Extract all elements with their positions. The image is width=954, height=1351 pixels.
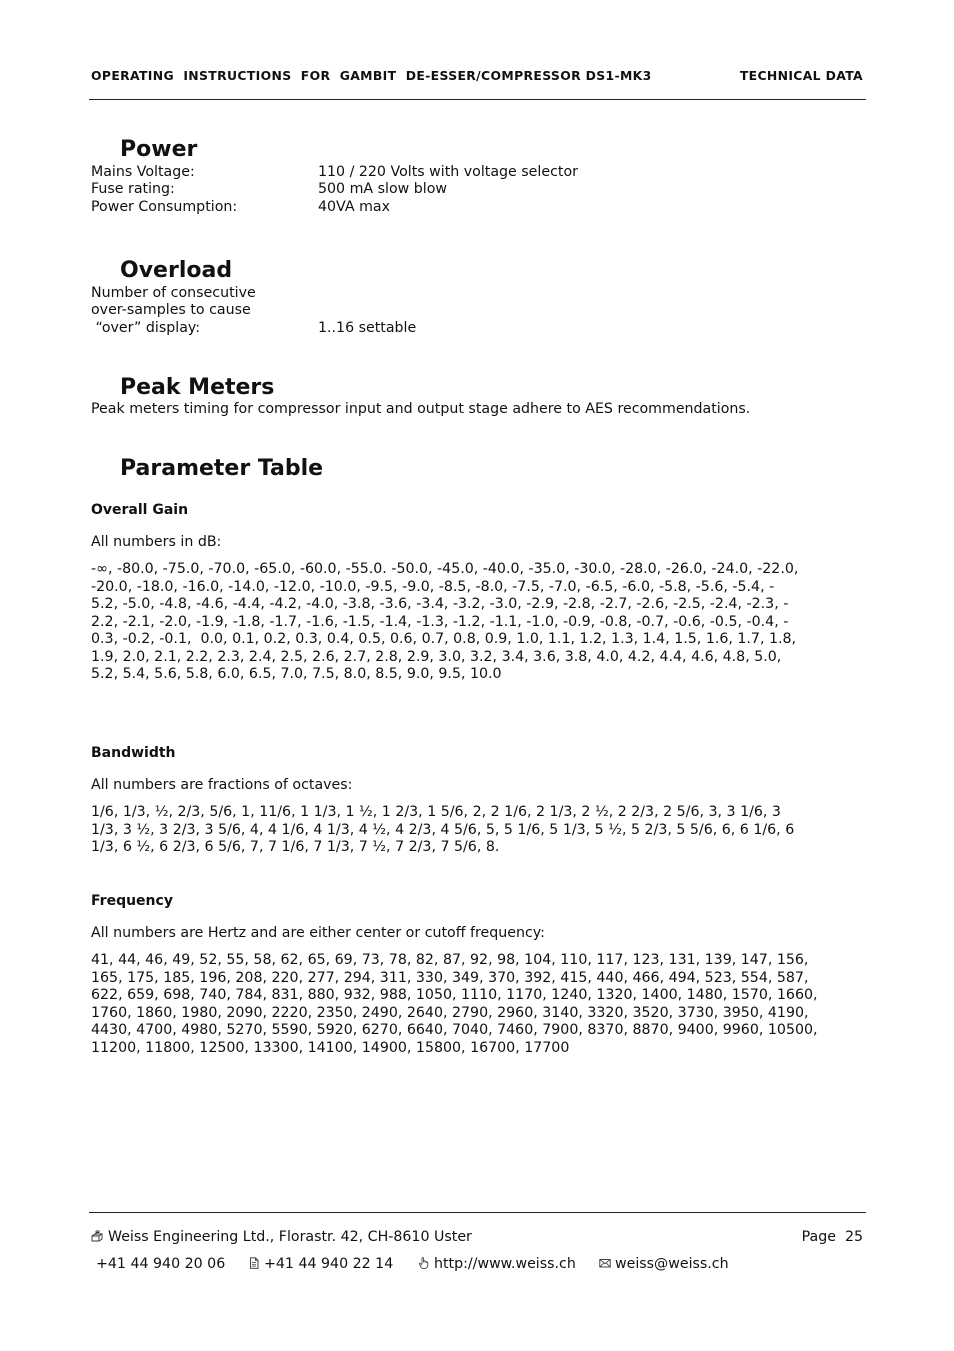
- footer-email-link[interactable]: weiss@weiss.ch: [615, 1256, 729, 1272]
- pointing-hand-icon: [418, 1257, 430, 1269]
- overall-gain-line: 2.2, -2.1, -2.0, -1.9, -1.8, -1.7, -1.6, -1.5, -1.4, -1.3, -1.2, -1.1, -1.0, -0.9, -0.8, -0.7, -0.6, -0.5, -0.4, -: [91, 613, 789, 630]
- power-label-mains: Mains Voltage:: [91, 164, 195, 180]
- footer-web-link[interactable]: http://www.weiss.ch: [434, 1256, 576, 1272]
- overload-label-line-3: “over” display:: [91, 320, 201, 336]
- frequency-line: 1760, 1860, 1980, 2090, 2220, 2350, 2490, 2640, 2790, 2960, 3140, 3320, 3520, 3730, 3950, 4190,: [91, 1004, 809, 1021]
- overall-gain-values: [91, 561, 866, 684]
- overall-gain-line: -20.0, -18.0, -16.0, -14.0, -12.0, -10.0, -9.5, -9.0, -8.5, -8.0, -7.5, -7.0, -6.5, -6.0, -5.8, -5.6, -5.4, -: [91, 578, 775, 595]
- overall-gain-heading: Overall Gain: [91, 502, 189, 518]
- overload-label-line-1: Number of consecutive: [91, 285, 256, 301]
- bandwidth-values: [91, 804, 866, 857]
- power-label-fuse: Fuse rating:: [91, 181, 175, 197]
- frequency-heading: Frequency: [91, 893, 173, 909]
- frequency-line: 11200, 11800, 12500, 13300, 14100, 14900, 15800, 16700, 17700: [91, 1039, 570, 1056]
- footer-web[interactable]: [418, 1256, 576, 1273]
- overall-gain-line: -∞, -80.0, -75.0, -70.0, -65.0, -60.0, -55.0. -50.0, -45.0, -40.0, -35.0, -30.0, -28.0, -26.0, -24.0, -22.0,: [91, 561, 799, 577]
- power-label-consumption: Power Consumption:: [91, 199, 238, 215]
- footer-address: [91, 1229, 472, 1246]
- power-value-fuse: 500 mA slow blow: [318, 181, 447, 197]
- peak-meters-heading: Peak Meters: [120, 375, 275, 400]
- power-heading: Power: [120, 137, 198, 162]
- frequency-line: 622, 659, 698, 740, 784, 831, 880, 932, 988, 1050, 1110, 1170, 1240, 1320, 1400, 1480, 1570, 1660,: [91, 987, 818, 1003]
- frequency-line: 4430, 4700, 4980, 5270, 5590, 5920, 6270, 6640, 7040, 7460, 7900, 8370, 8870, 9400, 9960, 10500,: [91, 1022, 818, 1038]
- frequency-values: [91, 952, 866, 1057]
- frequency-intro: All numbers are Hertz and are either center or cutoff frequency:: [91, 925, 545, 941]
- overload-value: 1..16 settable: [318, 320, 417, 336]
- header-rule: [89, 99, 866, 100]
- overall-gain-line: 5.2, -5.0, -4.8, -4.6, -4.4, -4.2, -4.0, -3.8, -3.6, -3.4, -3.2, -3.0, -2.9, -2.8, -2.7, -2.6, -2.5, -2.4, -2.3, -: [91, 596, 789, 612]
- footer-fax-text: +41 44 940 22 14: [264, 1256, 394, 1272]
- overall-gain-line: 1.9, 2.0, 2.1, 2.2, 2.3, 2.4, 2.5, 2.6, 2.7, 2.8, 2.9, 3.0, 3.2, 3.4, 3.6, 3.8, 4.0, 4.2, 4.4, 4.6, 4.8, 5.0,: [91, 648, 782, 665]
- bandwidth-intro: All numbers are fractions of octaves:: [91, 777, 353, 793]
- bandwidth-line: 1/6, 1/3, ½, 2/3, 5/6, 1, 11/6, 1 1/3, 1 ½, 1 2/3, 1 5/6, 2, 2 1/6, 2 1/3, 2 ½, 2 2/3, 2 5/6, 3, 3 1/6, 3: [91, 804, 781, 820]
- mailbox-icon: [91, 1230, 103, 1242]
- fax-document-icon: [248, 1257, 260, 1269]
- overall-gain-line: 0.3, -0.2, -0.1, 0.0, 0.1, 0.2, 0.3, 0.4, 0.5, 0.6, 0.7, 0.8, 0.9, 1.0, 1.1, 1.2, 1.3, 1.4, 1.5, 1.6, 1.7, 1.8,: [91, 631, 797, 647]
- envelope-icon: [599, 1257, 611, 1269]
- frequency-line: 165, 175, 185, 196, 208, 220, 277, 294, 311, 330, 349, 370, 392, 415, 440, 466, 494, 523, 554, 587,: [91, 969, 809, 986]
- header-title: OPERATING INSTRUCTIONS FOR GAMBIT DE-ESSER/COMPRESSOR DS1-MK3: [91, 68, 652, 83]
- bandwidth-line: 1/3, 3 ½, 3 2/3, 3 5/6, 4, 4 1/6, 4 1/3, 4 ½, 4 2/3, 4 5/6, 5, 5 1/6, 5 1/3, 5 ½, 5 2/3, 5 5/6, 6, 6 1/6, 6: [91, 821, 795, 838]
- power-value-mains: 110 / 220 Volts with voltage selector: [318, 164, 578, 180]
- footer-fax: [248, 1256, 393, 1273]
- overload-label-line-2: over-samples to cause: [91, 302, 251, 318]
- overload-heading: Overload: [120, 258, 233, 283]
- header-section: TECHNICAL DATA: [739, 68, 863, 83]
- bandwidth-line: 1/3, 6 ½, 6 2/3, 6 5/6, 7, 7 1/6, 7 1/3, 7 ½, 7 2/3, 7 5/6, 8.: [91, 839, 500, 855]
- footer-phone: [96, 1256, 225, 1273]
- footer-address-text: Weiss Engineering Ltd., Florastr. 42, CH-8610 Uster: [108, 1229, 472, 1245]
- power-value-consumption: 40VA max: [318, 199, 390, 215]
- overall-gain-intro: All numbers in dB:: [91, 534, 222, 550]
- peak-meters-text: Peak meters timing for compressor input and output stage adhere to AES recommendations.: [91, 401, 751, 417]
- footer-page-number: Page 25: [801, 1229, 863, 1245]
- bandwidth-heading: Bandwidth: [91, 745, 176, 761]
- footer-rule: [89, 1212, 866, 1213]
- overall-gain-line: 5.2, 5.4, 5.6, 5.8, 6.0, 6.5, 7.0, 7.5, 8.0, 8.5, 9.0, 9.5, 10.0: [91, 666, 502, 682]
- footer-email[interactable]: [599, 1256, 729, 1273]
- frequency-line: 41, 44, 46, 49, 52, 55, 58, 62, 65, 69, 73, 78, 82, 87, 92, 98, 104, 110, 117, 123, 131, 139, 147, 156,: [91, 952, 809, 968]
- parameter-table-heading: Parameter Table: [120, 456, 324, 481]
- footer-phone-text: +41 44 940 20 06: [96, 1256, 226, 1272]
